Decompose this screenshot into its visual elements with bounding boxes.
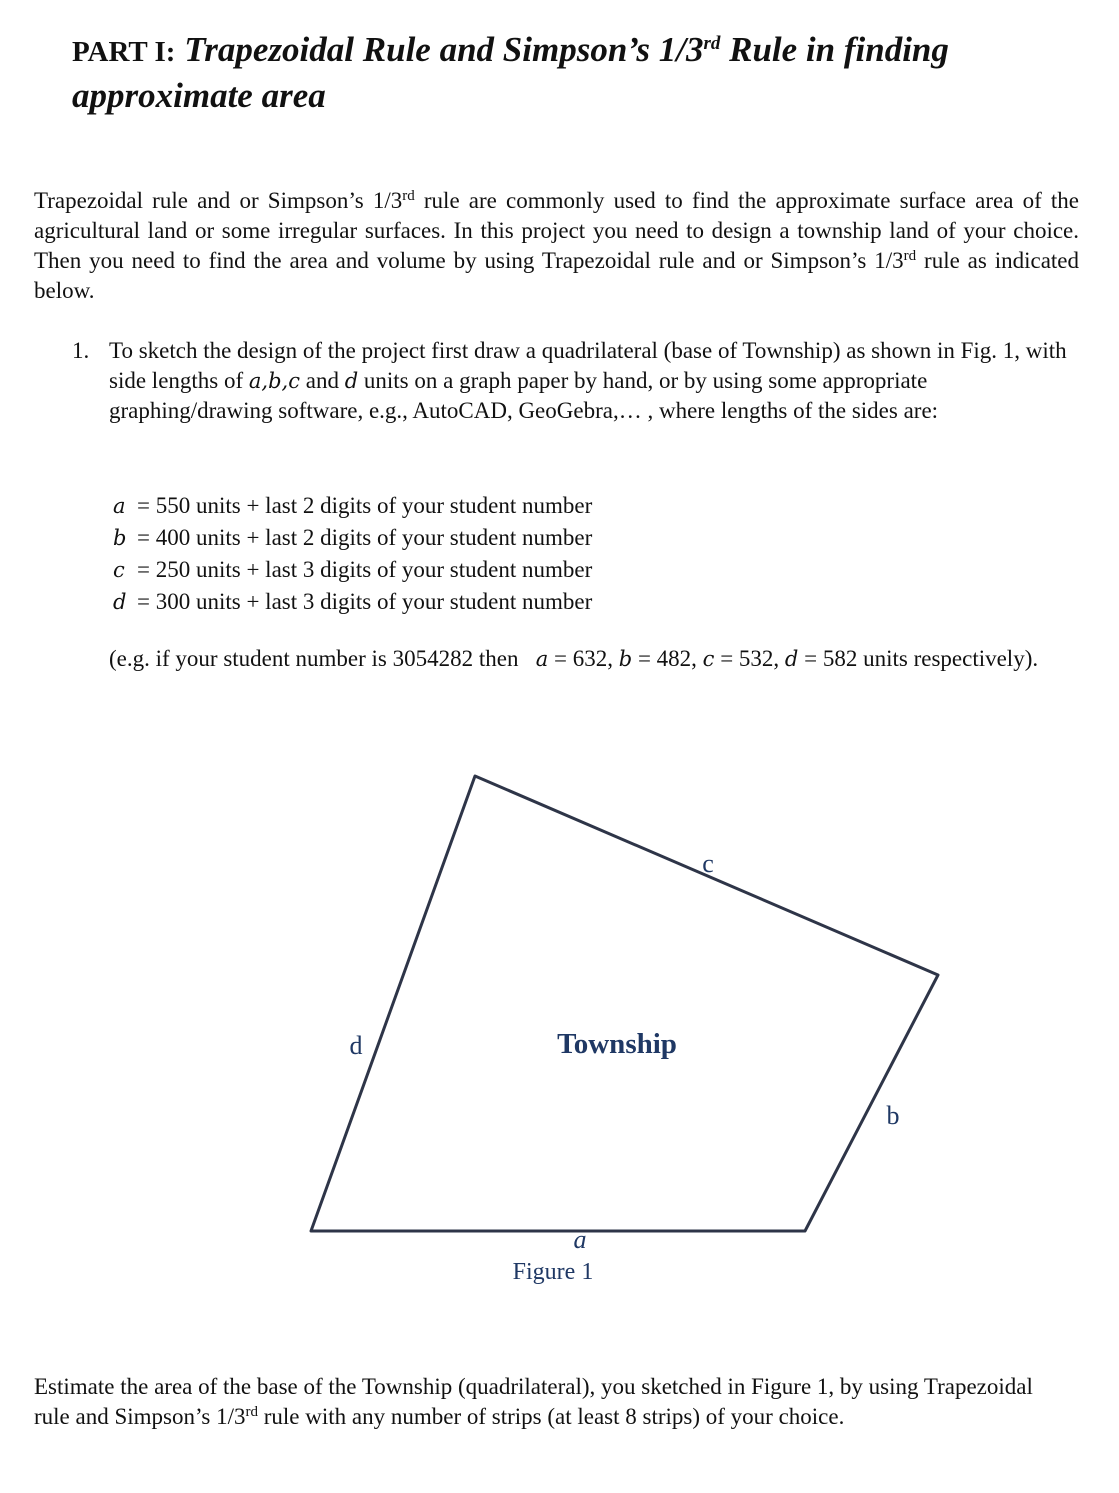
formula-var: b: [113, 526, 127, 550]
side-label-b: b: [886, 1101, 900, 1130]
example-var-a: a: [535, 647, 549, 671]
formula-text: = 550 units + last 2 digits of your student number: [137, 493, 593, 518]
example-var-b: b: [618, 647, 633, 671]
example-var-c: c: [702, 647, 715, 671]
list-number: 1.: [72, 338, 90, 363]
title-sup: rd: [703, 33, 721, 54]
figure-caption: Figure 1: [512, 1259, 594, 1285]
township-quadrilateral: [311, 776, 938, 1231]
intro-text-3: rule as indicated below.: [34, 248, 1080, 303]
item-var-d: d: [344, 369, 359, 393]
formula-var: c: [113, 558, 125, 582]
intro-sup-1: rd: [402, 188, 415, 204]
example-var-d: d: [784, 647, 799, 671]
example-text: (e.g. if your student number is 3054282 then: [109, 646, 519, 671]
side-label-c: c: [702, 849, 714, 878]
example-val-c: = 532,: [720, 646, 780, 671]
side-label-a: a: [573, 1225, 587, 1254]
intro-text-1: Trapezoidal rule and or Simpson’s 1/3: [34, 188, 403, 213]
formula-text: = 400 units + last 2 digits of your student number: [137, 525, 593, 550]
closing-text-1: Estimate the area of the base of the Township (quadrilateral), you sketched in Figure 1, by using Trapezoidal rule and Simpson’s 1/3: [34, 1374, 1033, 1429]
formula-text: = 300 units + last 3 digits of your student number: [137, 589, 593, 614]
title-part1: Trapezoidal Rule and Simpson’s 1/3: [184, 30, 704, 69]
item-text-1: To sketch the design of the project first draw a quadrilateral (base of Township) as shown in Fig. 1, with side lengths of: [109, 338, 1067, 393]
side-label-d: d: [349, 1031, 363, 1060]
example-val-d: = 582 units respectively).: [804, 646, 1039, 671]
township-label: Township: [557, 1028, 677, 1060]
intro-text-2: rule are commonly used to find the approximate surface area of the agricultural land or some irregular surfaces. In this project you need to design a township land of your choice. Then you need to find the area and volume by using Trapezoidal rule and or Simpson’s 1/3: [34, 188, 1079, 273]
example-val-b: = 482,: [637, 646, 697, 671]
item-and: and: [305, 368, 339, 393]
item-vars: a,b,c: [248, 369, 300, 393]
formula-var: a: [113, 494, 126, 518]
title-part2: Rule in finding approximate area: [72, 30, 949, 115]
formula-text: = 250 units + last 3 digits of your student number: [137, 557, 593, 582]
formula-var: d: [113, 590, 127, 614]
title-lead: PART I:: [72, 36, 176, 68]
item-text-2: units on a graph paper by hand, or by using some appropriate graphing/drawing software, e.g., AutoCAD, GeoGebra,… , where lengths of the sides are:: [109, 368, 939, 423]
intro-sup-2: rd: [903, 248, 917, 264]
closing-paragraph: [34, 1372, 1044, 1432]
example-val-a: = 632,: [554, 646, 613, 671]
closing-text-2: rule with any number of strips (at least 8 strips) of your choice.: [263, 1404, 845, 1429]
closing-sup: rd: [245, 1404, 258, 1420]
